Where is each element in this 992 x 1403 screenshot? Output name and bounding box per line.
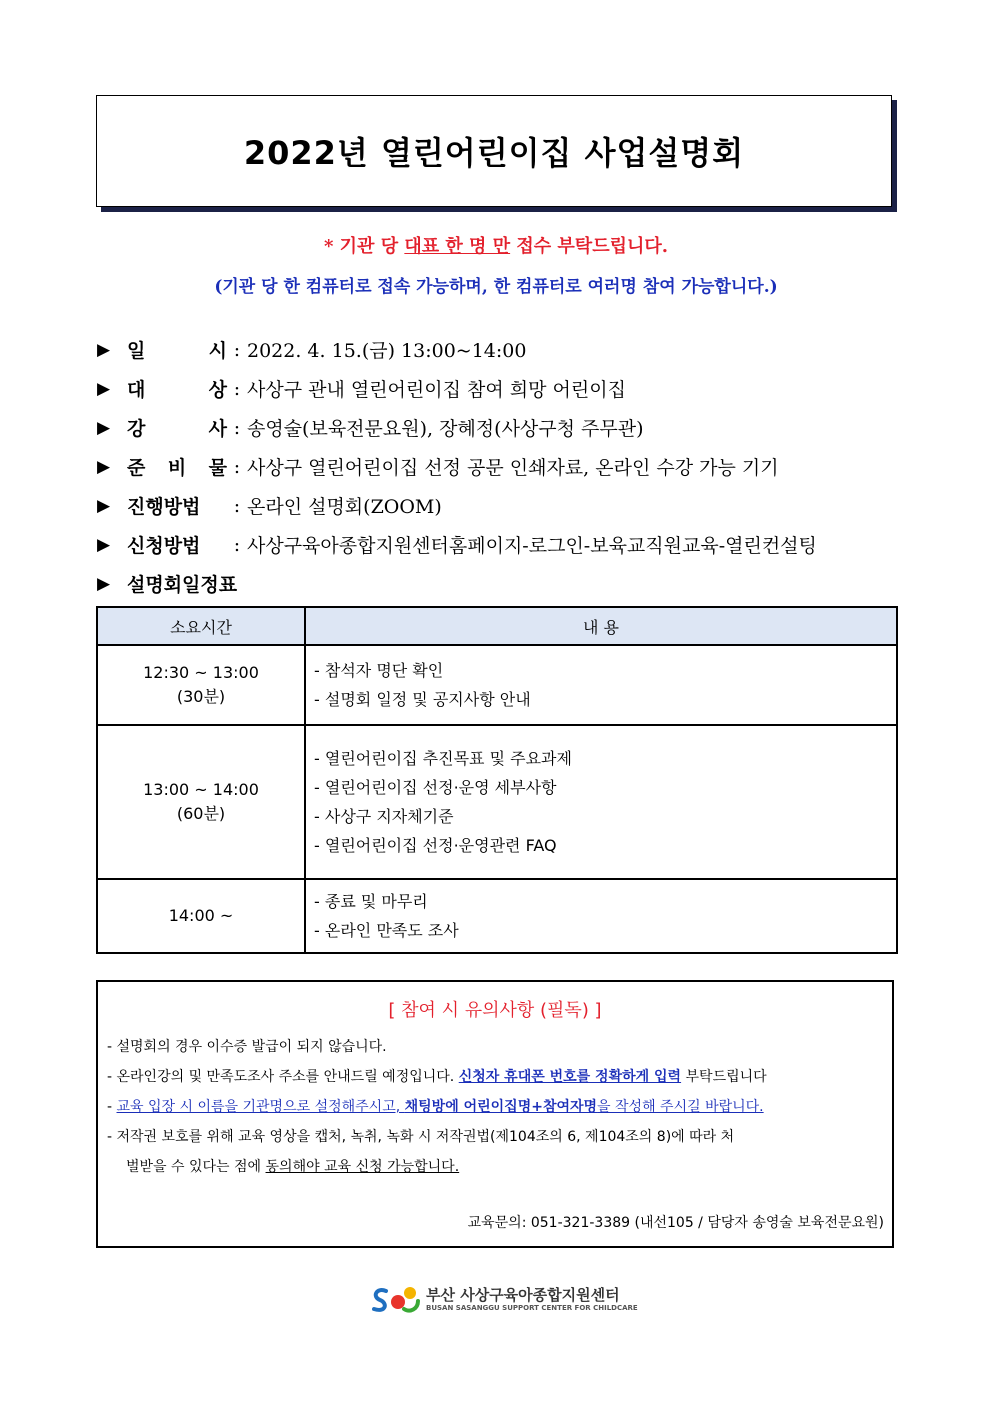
label-char: 강 [127, 418, 146, 440]
arrow-icon: ▶ [97, 456, 111, 477]
info-value-lecturer: 송영술(보육전문요원), 장혜정(사상구청 주무관) [247, 418, 644, 440]
caution-line-2 [98, 1062, 892, 1092]
caution-line-1: - 설명회의 경우 이수증 발급이 되지 않습니다. [107, 1039, 387, 1055]
time-cell [97, 725, 305, 879]
caution-emphasis: 채팅방에 어린이집명+참여자명 [404, 1099, 598, 1115]
content-item: - 종료 및 마무리 [314, 892, 428, 911]
caution-text: 부탁드립니다 [681, 1069, 767, 1085]
logo-swoosh-green [404, 1301, 418, 1311]
info-row-target [97, 369, 907, 408]
table-row [97, 645, 897, 725]
org-logo [370, 1283, 638, 1317]
caution-emphasis: 교육 입장 시 이름을 기관명으로 설정해주시고, [116, 1099, 405, 1115]
arrow-icon: ▶ [97, 417, 111, 438]
notice-underlined: 대표 한 명 만 [404, 236, 511, 257]
header-time: 소요시간 [97, 607, 305, 645]
notice-post: 접수 부탁드립니다. [510, 236, 669, 257]
time-duration: (30분) [176, 687, 226, 706]
title-box [96, 95, 892, 207]
info-row-preparation [97, 447, 907, 486]
caution-line-3 [98, 1092, 892, 1122]
time-range: 14:00 ~ [168, 906, 234, 925]
time-duration: (60분) [176, 804, 226, 823]
arrow-icon: ▶ [97, 495, 111, 516]
page-title: 2022년 열린어린이집 사업설명회 [243, 134, 745, 172]
info-row-schedule [97, 564, 907, 603]
info-label-target [127, 375, 227, 402]
label-char: 대 [127, 379, 146, 401]
arrow-icon: ▶ [97, 378, 111, 399]
caution-text: - 온라인강의 및 만족도조사 주소를 안내드릴 예정입니다. [107, 1069, 459, 1085]
caution-emphasis: 신청자 휴대폰 번호를 정확하게 입력 [458, 1069, 682, 1085]
notice-pre: * 기관 당 [323, 236, 405, 257]
logo-swoosh-blue [374, 1290, 386, 1310]
info-value-method: 온라인 설명회(ZOOM) [247, 496, 442, 518]
info-label-lecturer [127, 414, 227, 441]
table-row [97, 879, 897, 953]
time-range: 13:00 ~ 14:00 [143, 780, 259, 799]
notice-representative [0, 232, 992, 258]
arrow-icon: ▶ [97, 339, 111, 360]
label-char: 물 [208, 457, 227, 479]
label-char: 사 [208, 418, 227, 440]
info-label-method: 진행방법 [127, 496, 201, 518]
content-cell [305, 879, 897, 953]
separator: : [233, 533, 241, 556]
info-label-apply: 신청방법 [127, 535, 201, 557]
logo-mark-icon [370, 1283, 422, 1317]
time-cell [97, 879, 305, 953]
label-char: 상 [208, 379, 227, 401]
caution-line-5 [98, 1152, 892, 1182]
separator: : [233, 455, 241, 478]
logo-dot-red [391, 1295, 405, 1309]
arrow-icon: ▶ [97, 573, 111, 594]
label-char: 비 [167, 457, 187, 479]
content-item: - 설명회 일정 및 공지사항 안내 [314, 690, 531, 709]
info-value-apply: 사상구육아종합지원센터홈페이지-로그인-보육교직원교육-열린컨설팅 [247, 535, 817, 557]
caution-line-4: - 저작권 보호를 위해 교육 영상을 캡처, 녹취, 녹화 시 저작권법(제104조의 6, 제104조의 8)에 따라 처 [107, 1129, 735, 1145]
info-row-method [97, 486, 907, 525]
time-range: 12:30 ~ 13:00 [143, 663, 259, 682]
logo-dot-yellow [404, 1287, 416, 1299]
org-name: 부산 사상구육아종합지원센터 [426, 1286, 620, 1304]
info-label-schedule: 설명회일정표 [127, 574, 238, 596]
caution-emphasis: 을 작성해 주시길 바랍니다. [597, 1099, 764, 1115]
label-char: 시 [208, 340, 227, 362]
caution-text: 벌받을 수 있다는 점에 [126, 1159, 266, 1175]
header-content: 내 용 [305, 607, 897, 645]
label-char: 준 [127, 457, 146, 479]
info-label-preparation [127, 453, 227, 480]
caution-box [96, 980, 894, 1248]
info-row-date [97, 330, 907, 369]
content-item: - 사상구 지자체기준 [314, 807, 454, 826]
content-item: - 열린어린이집 선정·운영관련 FAQ [314, 836, 557, 855]
info-row-apply [97, 525, 907, 564]
notice-computer: (기관 당 한 컴퓨터로 접속 가능하며, 한 컴퓨터로 여러명 참여 가능합니다.) [214, 277, 778, 297]
info-value-target: 사상구 관내 열린어린이집 참여 희망 어린이집 [247, 379, 626, 401]
caution-underlined: 동의해야 교육 신청 가능합니다. [265, 1159, 460, 1175]
label-char: 일 [127, 340, 146, 362]
info-value-preparation: 사상구 열린어린이집 선정 공문 인쇄자료, 온라인 수강 가능 기기 [247, 457, 779, 479]
info-list [97, 330, 907, 603]
table-header-row [97, 607, 897, 645]
org-name-en: BUSAN SASANGGU SUPPORT CENTER FOR CHILDCARE [426, 1304, 638, 1312]
caution-title: [ 참여 시 유의사항 (필독) ] [388, 1000, 602, 1021]
schedule-table [96, 606, 898, 954]
content-item: - 온라인 만족도 조사 [314, 921, 459, 940]
content-item: - 열린어린이집 추진목표 및 주요과제 [314, 749, 572, 768]
info-label-date [127, 336, 227, 363]
content-cell [305, 725, 897, 879]
separator: : [233, 377, 241, 400]
separator: : [233, 338, 241, 361]
table-row [97, 725, 897, 879]
content-cell [305, 645, 897, 725]
time-cell [97, 645, 305, 725]
info-row-lecturer [97, 408, 907, 447]
caution-text: - [107, 1099, 117, 1115]
arrow-icon: ▶ [97, 534, 111, 555]
content-item: - 참석자 명단 확인 [314, 661, 444, 680]
content-item: - 열린어린이집 선정·운영 세부사항 [314, 778, 557, 797]
info-value-date: 2022. 4. 15.(금) 13:00~14:00 [247, 340, 527, 362]
separator: : [233, 416, 241, 439]
contact-info: 교육문의: 051-321-3389 (내선105 / 담당자 송영술 보육전문요원) [467, 1215, 884, 1231]
separator: : [233, 494, 241, 517]
